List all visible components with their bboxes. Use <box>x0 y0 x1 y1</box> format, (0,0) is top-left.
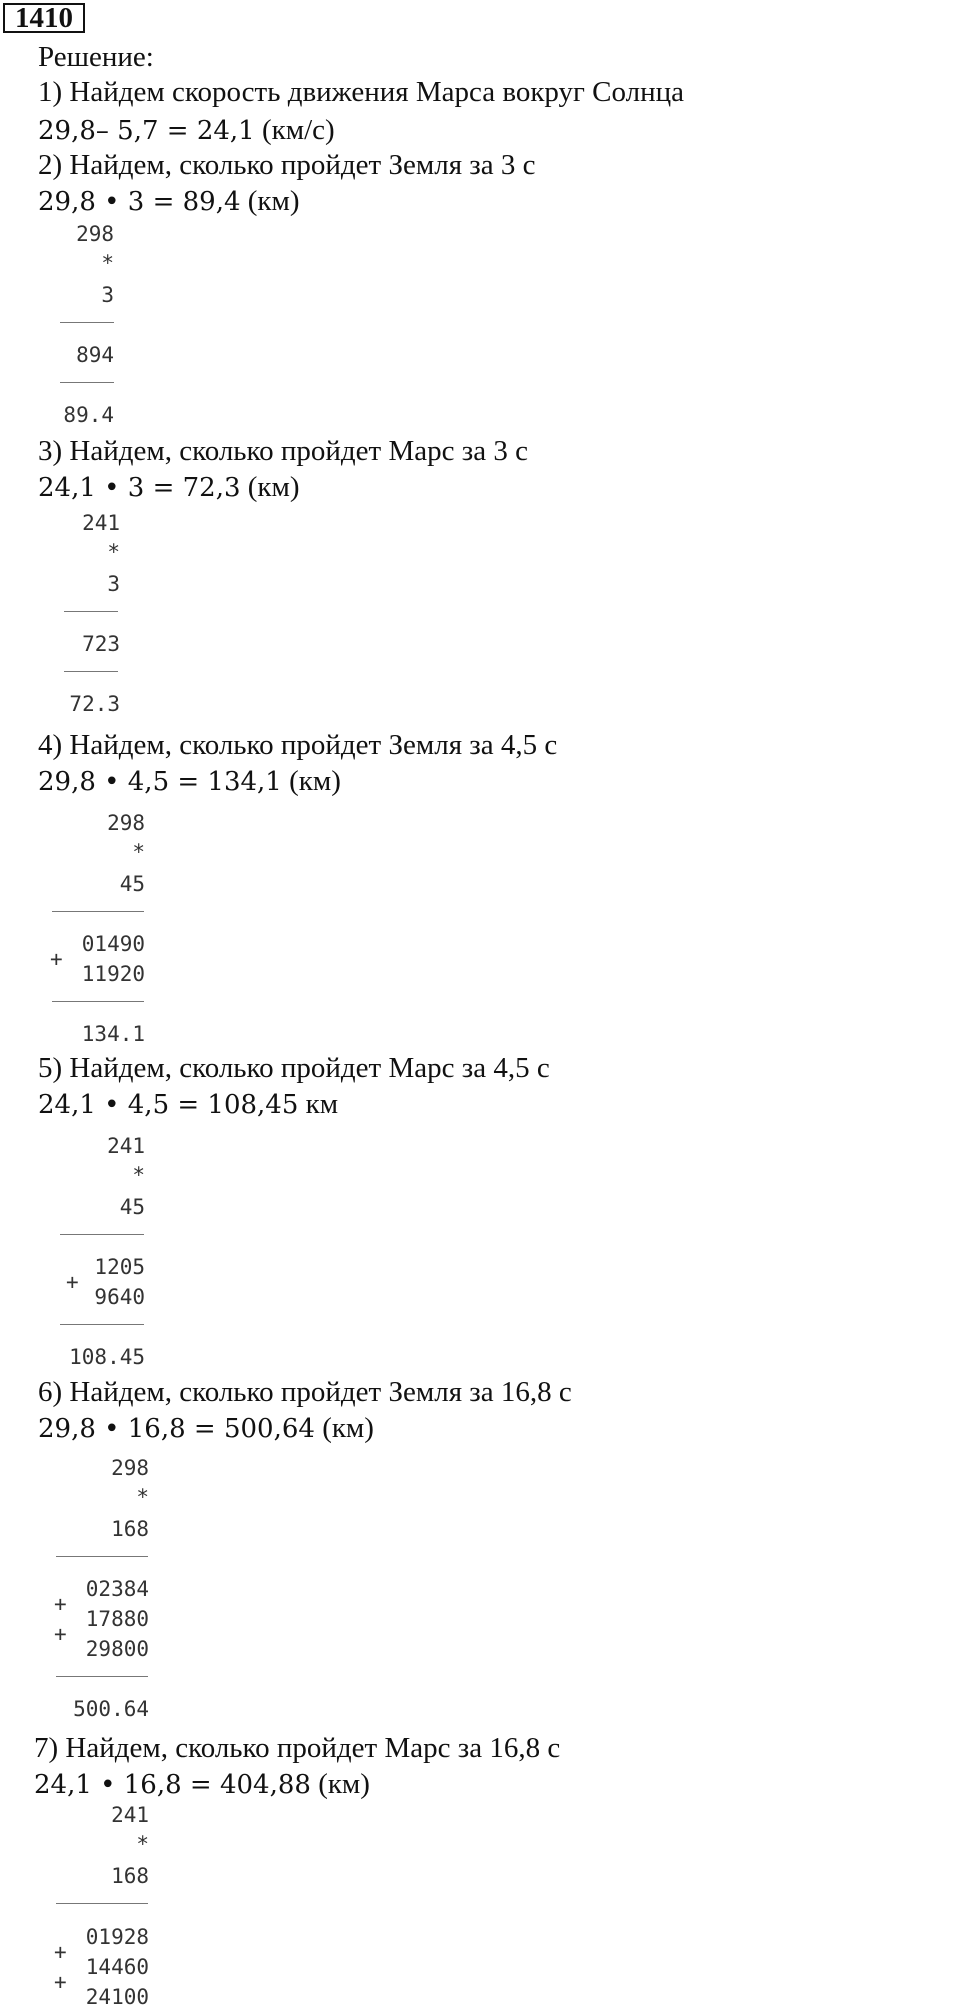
step-7-unit: (км) <box>310 1768 370 1800</box>
step-2-unit: (км) <box>240 185 300 217</box>
calc-multiplier: 3 <box>101 283 114 307</box>
calc-rule <box>56 1903 148 1904</box>
solution-heading: Решение: <box>38 41 154 73</box>
step-4-formula <box>38 764 341 799</box>
calc-rule <box>60 382 114 383</box>
calc-partial: 17880 <box>85 1607 149 1631</box>
calc-operator: * <box>136 1832 149 1856</box>
calc-plus-sign: + <box>54 1622 67 1646</box>
calc-result: 500.64 <box>73 1697 149 1721</box>
step-7-formula <box>34 1767 370 1802</box>
calc-rule <box>64 671 118 672</box>
calc-operator: * <box>107 540 120 564</box>
calc-plus-sign: + <box>54 1592 67 1616</box>
calc-operator: * <box>101 251 114 275</box>
step-2-expression: 29,8 • 3 = 89,4 <box>38 187 241 217</box>
calc-multiplier: 168 <box>111 1864 149 1888</box>
calc-partial: 9640 <box>94 1285 145 1309</box>
step-2-title: 2) Найдем, сколько пройдет Земля за 3 с <box>38 149 536 181</box>
step-4-expression: 29,8 • 4,5 = 134,1 <box>38 767 282 797</box>
problem-number-box: 1410 <box>3 3 85 33</box>
calc-partial: 894 <box>76 343 114 367</box>
step-6-formula <box>38 1411 374 1446</box>
calc-multiplicand: 298 <box>76 222 114 246</box>
step-3-expression: 24,1 • 3 = 72,3 <box>38 473 241 503</box>
calc-rule <box>52 1001 144 1002</box>
step-5-title: 5) Найдем, сколько пройдет Марс за 4,5 с <box>38 1052 550 1084</box>
calc-result: 72.3 <box>69 692 120 716</box>
step-7-title: 7) Найдем, сколько пройдет Марс за 16,8 с <box>34 1732 561 1764</box>
calc-multiplier: 3 <box>107 572 120 596</box>
calc-rule <box>60 1234 144 1235</box>
calc-partial: 01490 <box>81 932 145 956</box>
calc-rule <box>60 322 114 323</box>
calc-plus-sign: + <box>54 1940 67 1964</box>
step-3-formula <box>38 470 300 505</box>
step-7-expression: 24,1 • 16,8 = 404,88 <box>34 1770 311 1800</box>
calc-multiplier: 45 <box>119 872 145 896</box>
step-1-expression: 29,8– 5,7 = 24,1 <box>38 116 255 146</box>
calc-plus-sign: + <box>66 1270 79 1294</box>
step-1-title: 1) Найдем скорость движения Марса вокруг Солнца <box>38 76 685 108</box>
calc-partial: 29800 <box>85 1637 149 1661</box>
calc-multiplicand: 298 <box>107 811 145 835</box>
calc-plus-sign: + <box>50 947 63 971</box>
calc-rule <box>56 1556 148 1557</box>
calc-multiplier: 45 <box>119 1195 145 1219</box>
calc-rule <box>56 1676 148 1677</box>
calc-operator: * <box>132 840 145 864</box>
calc-partial: 24100 <box>85 1985 149 2009</box>
calc-multiplicand: 298 <box>111 1456 149 1480</box>
step-6-unit: (км) <box>314 1412 374 1444</box>
calc-multiplicand: 241 <box>107 1134 145 1158</box>
step-5-unit: км <box>298 1088 339 1120</box>
step-4-title: 4) Найдем, сколько пройдет Земля за 4,5 с <box>38 729 558 761</box>
step-1-unit: (км/с) <box>254 114 335 146</box>
calc-partial: 11920 <box>81 962 145 986</box>
calc-multiplicand: 241 <box>82 511 120 535</box>
step-5-formula <box>38 1087 338 1122</box>
calc-rule <box>64 611 118 612</box>
step-5-expression: 24,1 • 4,5 = 108,45 <box>38 1090 299 1120</box>
calc-partial: 01928 <box>85 1925 149 1949</box>
calc-multiplier: 168 <box>111 1517 149 1541</box>
step-6-title: 6) Найдем, сколько пройдет Земля за 16,8 с <box>38 1376 572 1408</box>
calc-multiplicand: 241 <box>111 1803 149 1827</box>
calc-result: 89.4 <box>63 403 114 427</box>
calc-operator: * <box>132 1163 145 1187</box>
calc-partial: 1205 <box>94 1255 145 1279</box>
calc-partial: 723 <box>82 632 120 656</box>
step-4-unit: (км) <box>281 765 341 797</box>
step-2-formula <box>38 184 300 219</box>
step-3-title: 3) Найдем, сколько пройдет Марс за 3 с <box>38 435 528 467</box>
calc-partial: 14460 <box>85 1955 149 1979</box>
step-1-formula <box>38 113 335 148</box>
calc-plus-sign: + <box>54 1970 67 1994</box>
step-3-unit: (км) <box>240 471 300 503</box>
calc-partial: 02384 <box>85 1577 149 1601</box>
calc-rule <box>60 1324 144 1325</box>
step-6-expression: 29,8 • 16,8 = 500,64 <box>38 1414 315 1444</box>
calc-result: 108.45 <box>69 1345 145 1369</box>
calc-operator: * <box>136 1485 149 1509</box>
calc-result: 134.1 <box>81 1022 145 1046</box>
calc-rule <box>52 911 144 912</box>
